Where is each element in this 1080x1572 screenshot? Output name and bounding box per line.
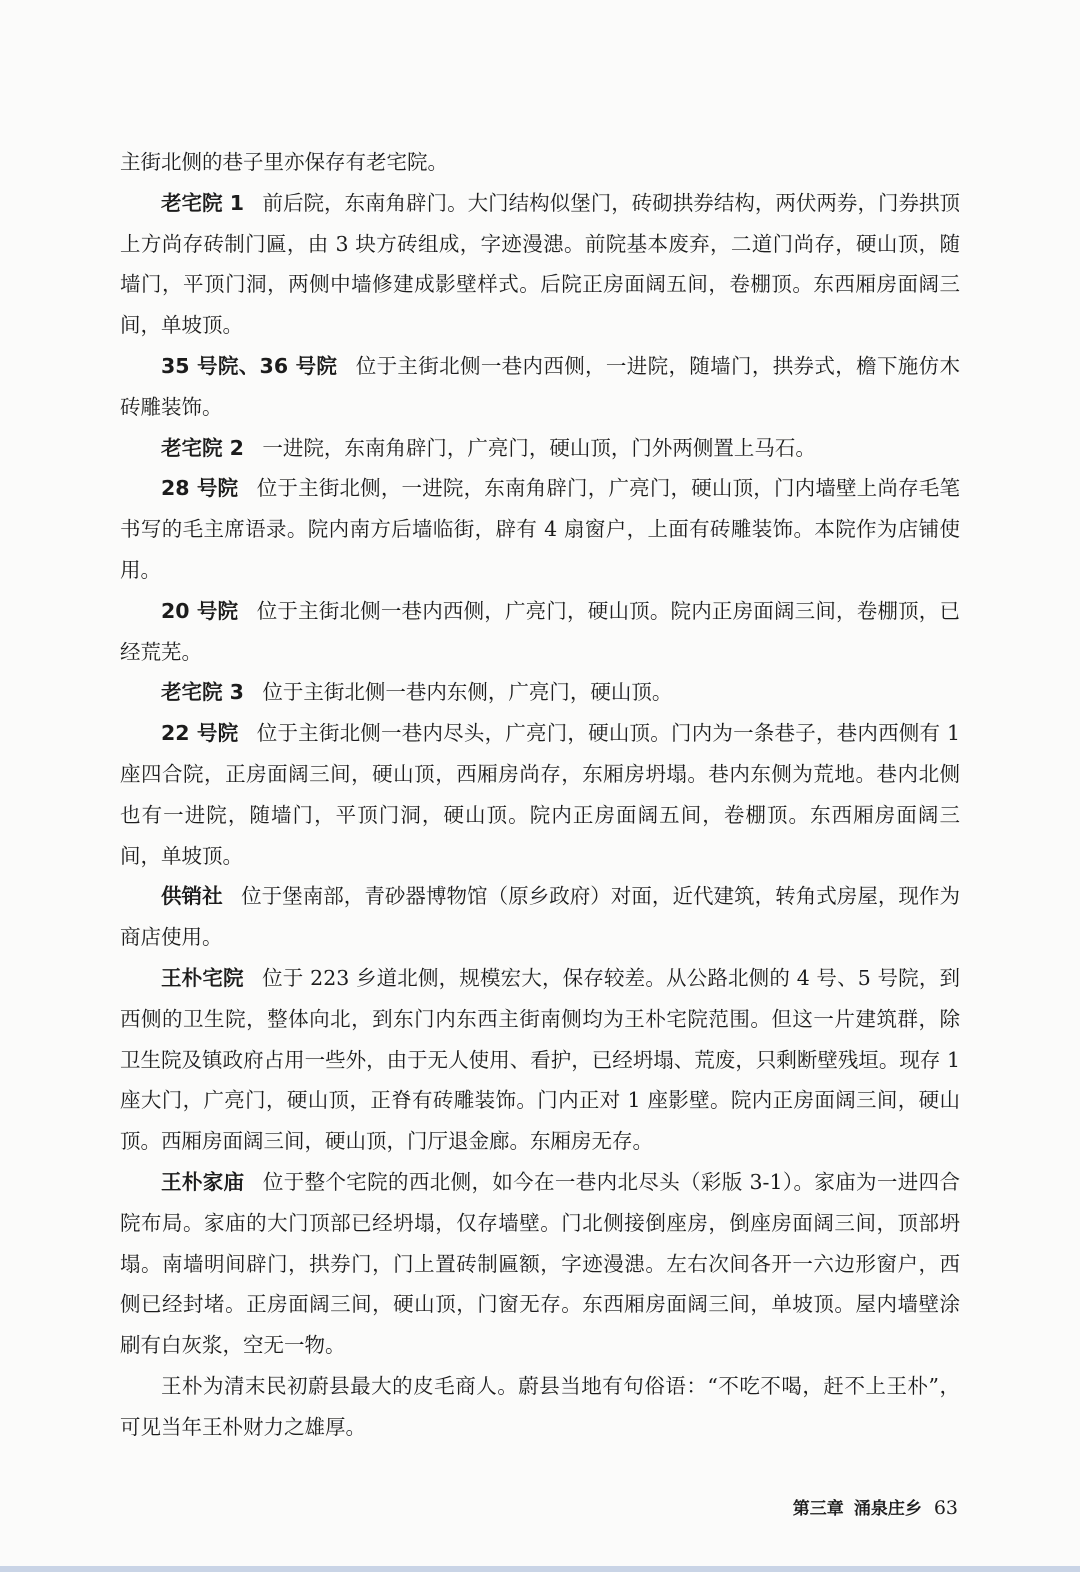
entry-text: 一进院，东南角辟门，广亮门，硬山顶，门外两侧置上马石。	[262, 435, 816, 460]
page-number: 63	[933, 1497, 958, 1519]
entry-text: 前后院，东南角辟门。大门结构似堡门，砖砌拱券结构，两伏两券，门券拱顶上方尚存砖制门匾，由 3 块方砖组成，字迹漫漶。前院基本废弃，二道门尚存，硬山顶，随墙门，平顶门洞，两侧中墙修建成影壁样式。后院正房面阔五间，卷棚顶。东西厢房面阔三间，单坡顶。	[120, 190, 961, 338]
entry-text: 位于主街北侧一巷内西侧，一进院，随墙门，拱券式，檐下施仿木砖雕装饰。	[120, 353, 960, 419]
entry-courtyard-20	[120, 591, 960, 673]
entry-term: 王朴宅院	[161, 965, 244, 990]
entry-text: 位于堡南部，青砂器博物馆（原乡政府）对面，近代建筑，转角式房屋，现作为商店使用。	[120, 884, 961, 950]
paragraph-text: 主街北侧的巷子里亦保存有老宅院。	[120, 150, 448, 174]
entry-text: 位于主街北侧一巷内西侧，广亮门，硬山顶。院内正房面阔三间，卷棚顶，已经荒芜。	[120, 598, 961, 664]
entry-text: 位于 223 乡道北侧，规模宏大，保存较差。从公路北侧的 4 号、5 号院，到西侧的卫生院，整体向北，到东门内东西主街南侧均为王朴宅院范围。但这一片建筑群，除卫生院及镇政府占用一些外，由于无人使用、看护，已经坍塌、荒废，只剩断壁残垣。现存 1 座大门，广亮门，硬山顶，正脊有砖雕装饰。门内正对 1 座影壁。院内正房面阔三间，硬山顶。西厢房面阔三间，硬山顶，门厅退金廊。东厢房无存。	[120, 965, 961, 1154]
entry-term: 22 号院	[161, 721, 239, 746]
entry-text: 位于整个宅院的西北侧，如今在一巷内北尽头（彩版 3-1）。家庙为一进四合院布局。家庙的大门顶部已经坍塌，仅存墙壁。门北侧接倒座房，倒座房面阔三间，顶部坍塌。南墙明间辟门，拱券门，门上置砖制匾额，字迹漫漶。左右次间各开一六边形窗户，西侧已经封堵。正房面阔三间，硬山顶，门窗无存。东西厢房面阔三间，单坡顶。屋内墙壁涂刷有白灰浆，空无一物。	[120, 1169, 960, 1358]
entry-wangpu-residence	[120, 958, 960, 1162]
entry-wangpu-family-temple	[120, 1162, 960, 1366]
entry-term: 35 号院、36 号院	[161, 353, 338, 378]
paragraph-text: 王朴为清末民初蔚县最大的皮毛商人。蔚县当地有句俗语：“不吃不喝，赶不上王朴”，可见当年王朴财力之雄厚。	[120, 1373, 960, 1439]
entry-term: 供销社	[161, 884, 223, 909]
paragraph-closing	[120, 1366, 960, 1448]
entry-courtyard-28	[120, 468, 960, 590]
page-footer	[793, 1494, 958, 1519]
entry-text: 位于主街北侧一巷内尽头，广亮门，硬山顶。门内为一条巷子，巷内西侧有 1 座四合院，正房面阔三间，硬山顶，西厢房尚存，东厢房坍塌。巷内东侧为荒地。巷内北侧也有一进院，随墙门，平顶门洞，硬山顶。院内正房面阔五间，卷棚顶。东西厢房面阔三间，单坡顶。	[120, 721, 961, 868]
entry-old-courtyard-2	[120, 428, 960, 469]
footer-chapter: 第三章	[792, 1499, 844, 1519]
scan-edge-band	[0, 1566, 1080, 1572]
entry-text: 位于主街北侧一巷内东侧，广亮门，硬山顶。	[262, 680, 673, 705]
entry-old-courtyard-1	[120, 183, 960, 346]
entry-old-courtyard-3	[120, 672, 960, 713]
entry-term: 28 号院	[161, 476, 239, 501]
paragraph-intro	[120, 142, 960, 183]
entry-term: 王朴家庙	[161, 1169, 245, 1194]
entry-term: 老宅院 3	[161, 680, 244, 705]
entry-term: 老宅院 2	[161, 435, 244, 460]
entry-courtyard-35-36	[120, 346, 960, 428]
entry-term: 老宅院 1	[161, 190, 244, 215]
entry-supply-cooperative	[120, 876, 960, 958]
body-text	[120, 142, 960, 1448]
entry-courtyard-22	[120, 713, 960, 876]
entry-text: 位于主街北侧，一进院，东南角辟门，广亮门，硬山顶，门内墙壁上尚存毛笔书写的毛主席语录。院内南方后墙临街，辟有 4 扇窗户，上面有砖雕装饰。本院作为店铺使用。	[120, 476, 961, 582]
entry-term: 20 号院	[161, 598, 239, 623]
footer-section: 涌泉庄乡	[853, 1499, 922, 1519]
